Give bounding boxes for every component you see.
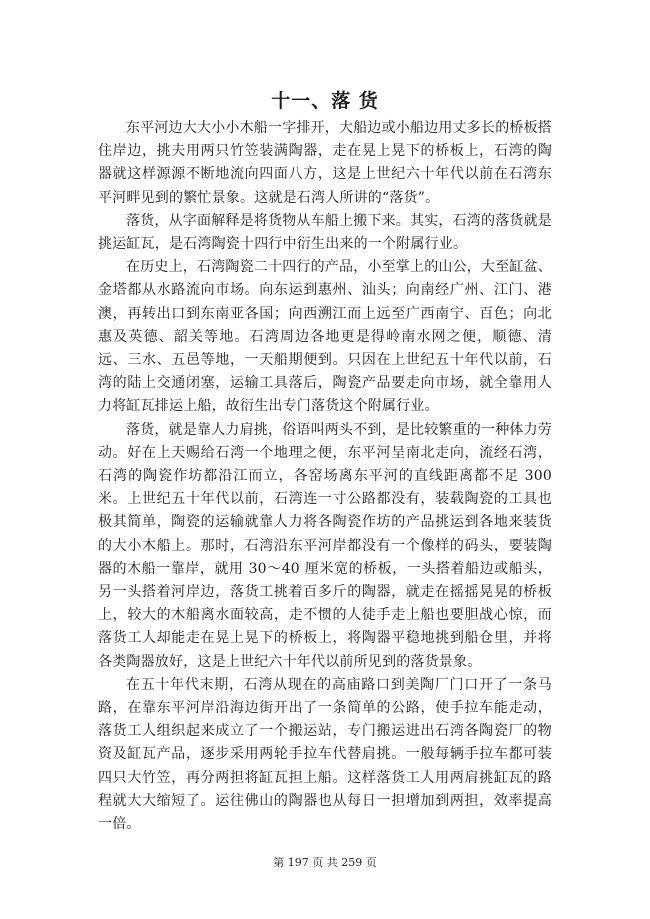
footer-middle: 页 共 [312,856,338,869]
paragraph-3: 在历史上，石湾陶瓷二十四行的产品，小至掌上的山公，大至缸盆、金塔都从水路流向市场。向东运到惠州、汕头；向南经广州、江门、港澳，再转出口到东南亚各国；向西溯江而上远至广西南宁、百色；向北惠及英德、韶关等地。石湾周边各地更是得岭南水网之便，顺德、清远、三水、五邑等地，一天船期便到。只因在上世纪五十年代以前，石湾的陆上交通闭塞，运输工具落后，陶瓷产品要走向市场，就全靠用人力将缸瓦排运上船，故衍生出专门落货这个附属行业。 [98,259,552,415]
footer-prefix: 第 [273,856,285,869]
paragraph-2: 落货，从字面解释是将货物从车船上搬下来。其实，石湾的落货就是挑运缸瓦，是石湾陶瓷十四行中衍生出来的一个附属行业。 [98,212,552,253]
paragraph-1: 东平河边大大小小木船一字排开，大船边或小船边用丈多长的桥板搭住岸边，挑夫用两只竹笠装满陶器，走在晃上晃下的桥板上，石湾的陶器就这样源源不断地流向四面八方，这是上世纪六十年代以前在石湾东平河畔见到的繁忙景象。这就是石湾人所讲的“落货”。 [98,120,552,206]
document-body [98,117,552,836]
paragraph-4: 落货，就是靠人力肩挑，俗语叫两头不到，是比较繁重的一种体力劳动。好在上天赐给石湾一个地理之便，东平河呈南北走向，流经石湾，石湾的陶瓷作坊都沿江而立，各窑场离东平河的直线距离都不足 300 米。上世纪五十年代以前，石湾连一寸公路都没有，装载陶瓷的工具也极其简单，陶瓷的运输就靠人力将各陶瓷作坊的产品挑运到各地来装货的大小木船上。那时，石湾沿东平河岸都没有一个像样的码头，要装陶器的木船一靠岸，就用 30～40 厘米宽的桥板，一头搭着船边或船头，另一头搭着河岸边，落货工挑着百多斤的陶器，就走在摇摇晃晃的桥板上，较大的木船离水面较高，走不惯的人徒手走上船也要胆战心惊，而落货工人却能走在晃上晃下的桥板上，将陶器平稳地挑到船仓里，并将各类陶器放好，这是上世纪六十年代以前所见到的落货景象。 [98,421,552,670]
paragraph-5: 在五十年代末期，石湾从现在的高庙路口到美陶厂门口开了一条马路，在靠东平河岸沿海边街开出了一条简单的公路，使手拉车能走动，落货工人组织起来成立了一个搬运站，专门搬运进出石湾各陶瓷厂的物资及缸瓦产品，逐步采用两轮手拉车代替肩挑。一般每辆手拉车都可装四只大竹笠，再分两担将缸瓦担上船。这样落货工人用两肩挑缸瓦的路程就大大缩短了。运往佛山的陶器也从每日一担增加到两担，效率提高一倍。 [98,676,552,833]
page-footer [0,854,650,870]
footer-current-page: 197 [287,856,309,869]
section-title: 十一、落 货 [271,90,379,112]
footer-total-pages: 259 [341,856,363,869]
footer-suffix: 页 [365,856,377,869]
